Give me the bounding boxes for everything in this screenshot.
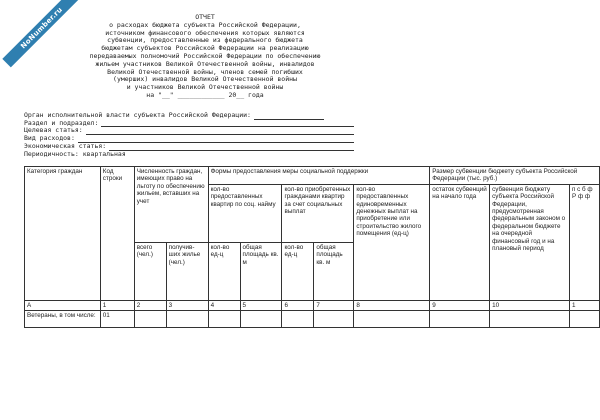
- row-category-veterans: Ветераны, в том числе:: [25, 311, 101, 328]
- table-cell: [134, 311, 166, 328]
- row-code: 01: [100, 311, 134, 328]
- report-title-line: передаваемых полномочий Российской Федерации по обеспечению: [89, 51, 321, 60]
- site-watermark: NoNumber.ru: [2, 0, 81, 67]
- column-number: 5: [240, 300, 282, 310]
- subheader-area: общая площадь кв. м: [240, 242, 282, 300]
- field-label: Орган исполнительной власти субъекта Российской Федерации:: [24, 111, 251, 119]
- field-input-line: [101, 120, 354, 127]
- field-label: Периодичность: квартальная: [24, 149, 126, 158]
- field-label: Вид расходов:: [24, 134, 75, 143]
- header-subsidy: Размер субвенции бюджету субъекта Российской Федерации (тыс. руб.): [430, 167, 600, 185]
- field-label: Целевая статья:: [24, 126, 83, 135]
- header-forms-purchased: кол-во приобретенных гражданами квартир за счет социальных выплат: [282, 184, 354, 242]
- column-number: 7: [314, 300, 354, 310]
- field-input-line: [78, 136, 354, 143]
- field-label: Раздел и подраздел:: [24, 118, 99, 127]
- header-forms-social-rent: кол-во предоставленных квартир по соц. найму: [208, 184, 282, 242]
- report-title-block: [40, 14, 370, 100]
- column-number: 2: [134, 300, 166, 310]
- table-cell: [490, 311, 570, 328]
- table-cell: [570, 311, 600, 328]
- field-periodicity: [24, 151, 354, 159]
- header-subsidy-federal: субвенция бюджету субъекта Российской Федерации, предусмотренная федеральным законом о федеральном бюджете на очередной финансовый год и на плановый период: [490, 184, 570, 300]
- table-cell: [166, 311, 208, 328]
- header-subsidy-truncated: п с б ф Р ф ф: [570, 184, 600, 300]
- field-input-line: [109, 144, 354, 151]
- subheader-units: кол-во ед-ц: [282, 242, 314, 300]
- report-title-line: Великой Отечественной войны, членов семей погибших: [107, 67, 303, 76]
- header-forms: Формы предоставления меры социальной поддержки: [208, 167, 430, 185]
- column-number: 10: [490, 300, 570, 310]
- column-number: 3: [166, 300, 208, 310]
- report-title-line: (умерших) инвалидов Великой Отечественной войны: [113, 75, 297, 84]
- field-input-line: [254, 113, 324, 120]
- table-cell: [430, 311, 490, 328]
- header-subsidy-balance: остаток субвенций на начало года: [430, 184, 490, 300]
- column-number: 6: [282, 300, 314, 310]
- table-cell: [282, 311, 314, 328]
- field-input-line: [86, 128, 354, 135]
- report-title-line: жильем участников Великой Отечественной войны, инвалидов: [95, 59, 315, 68]
- report-title-line: ОТЧЕТ: [195, 13, 215, 21]
- table-cell: [314, 311, 354, 328]
- column-number: 9: [430, 300, 490, 310]
- report-title-line: источником финансового обеспечения которых являются: [105, 28, 305, 37]
- table-cell: [240, 311, 282, 328]
- report-title-line: бюджетам субъектов Российской Федерации на реализацию: [101, 44, 309, 53]
- report-title-line: о расходах бюджета субъекта Российской Федерации,: [109, 20, 301, 29]
- column-number: 8: [354, 300, 430, 310]
- table-cell: [354, 311, 430, 328]
- column-number: 1: [100, 300, 134, 310]
- subheader-area: общая площадь кв. м: [314, 242, 354, 300]
- header-forms-payments: кол-во предоставленных единовременных денежных выплат на приобретение или строительство жилого помещения (ед-ц): [354, 184, 430, 300]
- subheader-total: всего (чел.): [134, 242, 166, 300]
- report-title-line: субвенции, предоставленные из федерального бюджета: [107, 36, 303, 45]
- column-number: 4: [208, 300, 240, 310]
- table-cell: [208, 311, 240, 328]
- report-date-line: на "__" ____________ 20__ года: [146, 90, 264, 99]
- report-table: [24, 166, 600, 328]
- header-count: Численность граждан, имеющих право на льготу по обеспечению жильем, вставших на учет: [134, 167, 208, 243]
- column-number: 1: [570, 300, 600, 310]
- field-label: Экономическая статья:: [24, 141, 107, 150]
- header-row-code: Код строки: [100, 167, 134, 301]
- column-number: А: [25, 300, 101, 310]
- report-title-line: и участников Великой Отечественной войны: [126, 83, 284, 92]
- report-fields: [24, 112, 354, 158]
- subheader-units: кол-во ед-ц: [208, 242, 240, 300]
- subheader-received: получив-шиx жилье (чел.): [166, 242, 208, 300]
- header-category: Категория граждан: [25, 167, 101, 301]
